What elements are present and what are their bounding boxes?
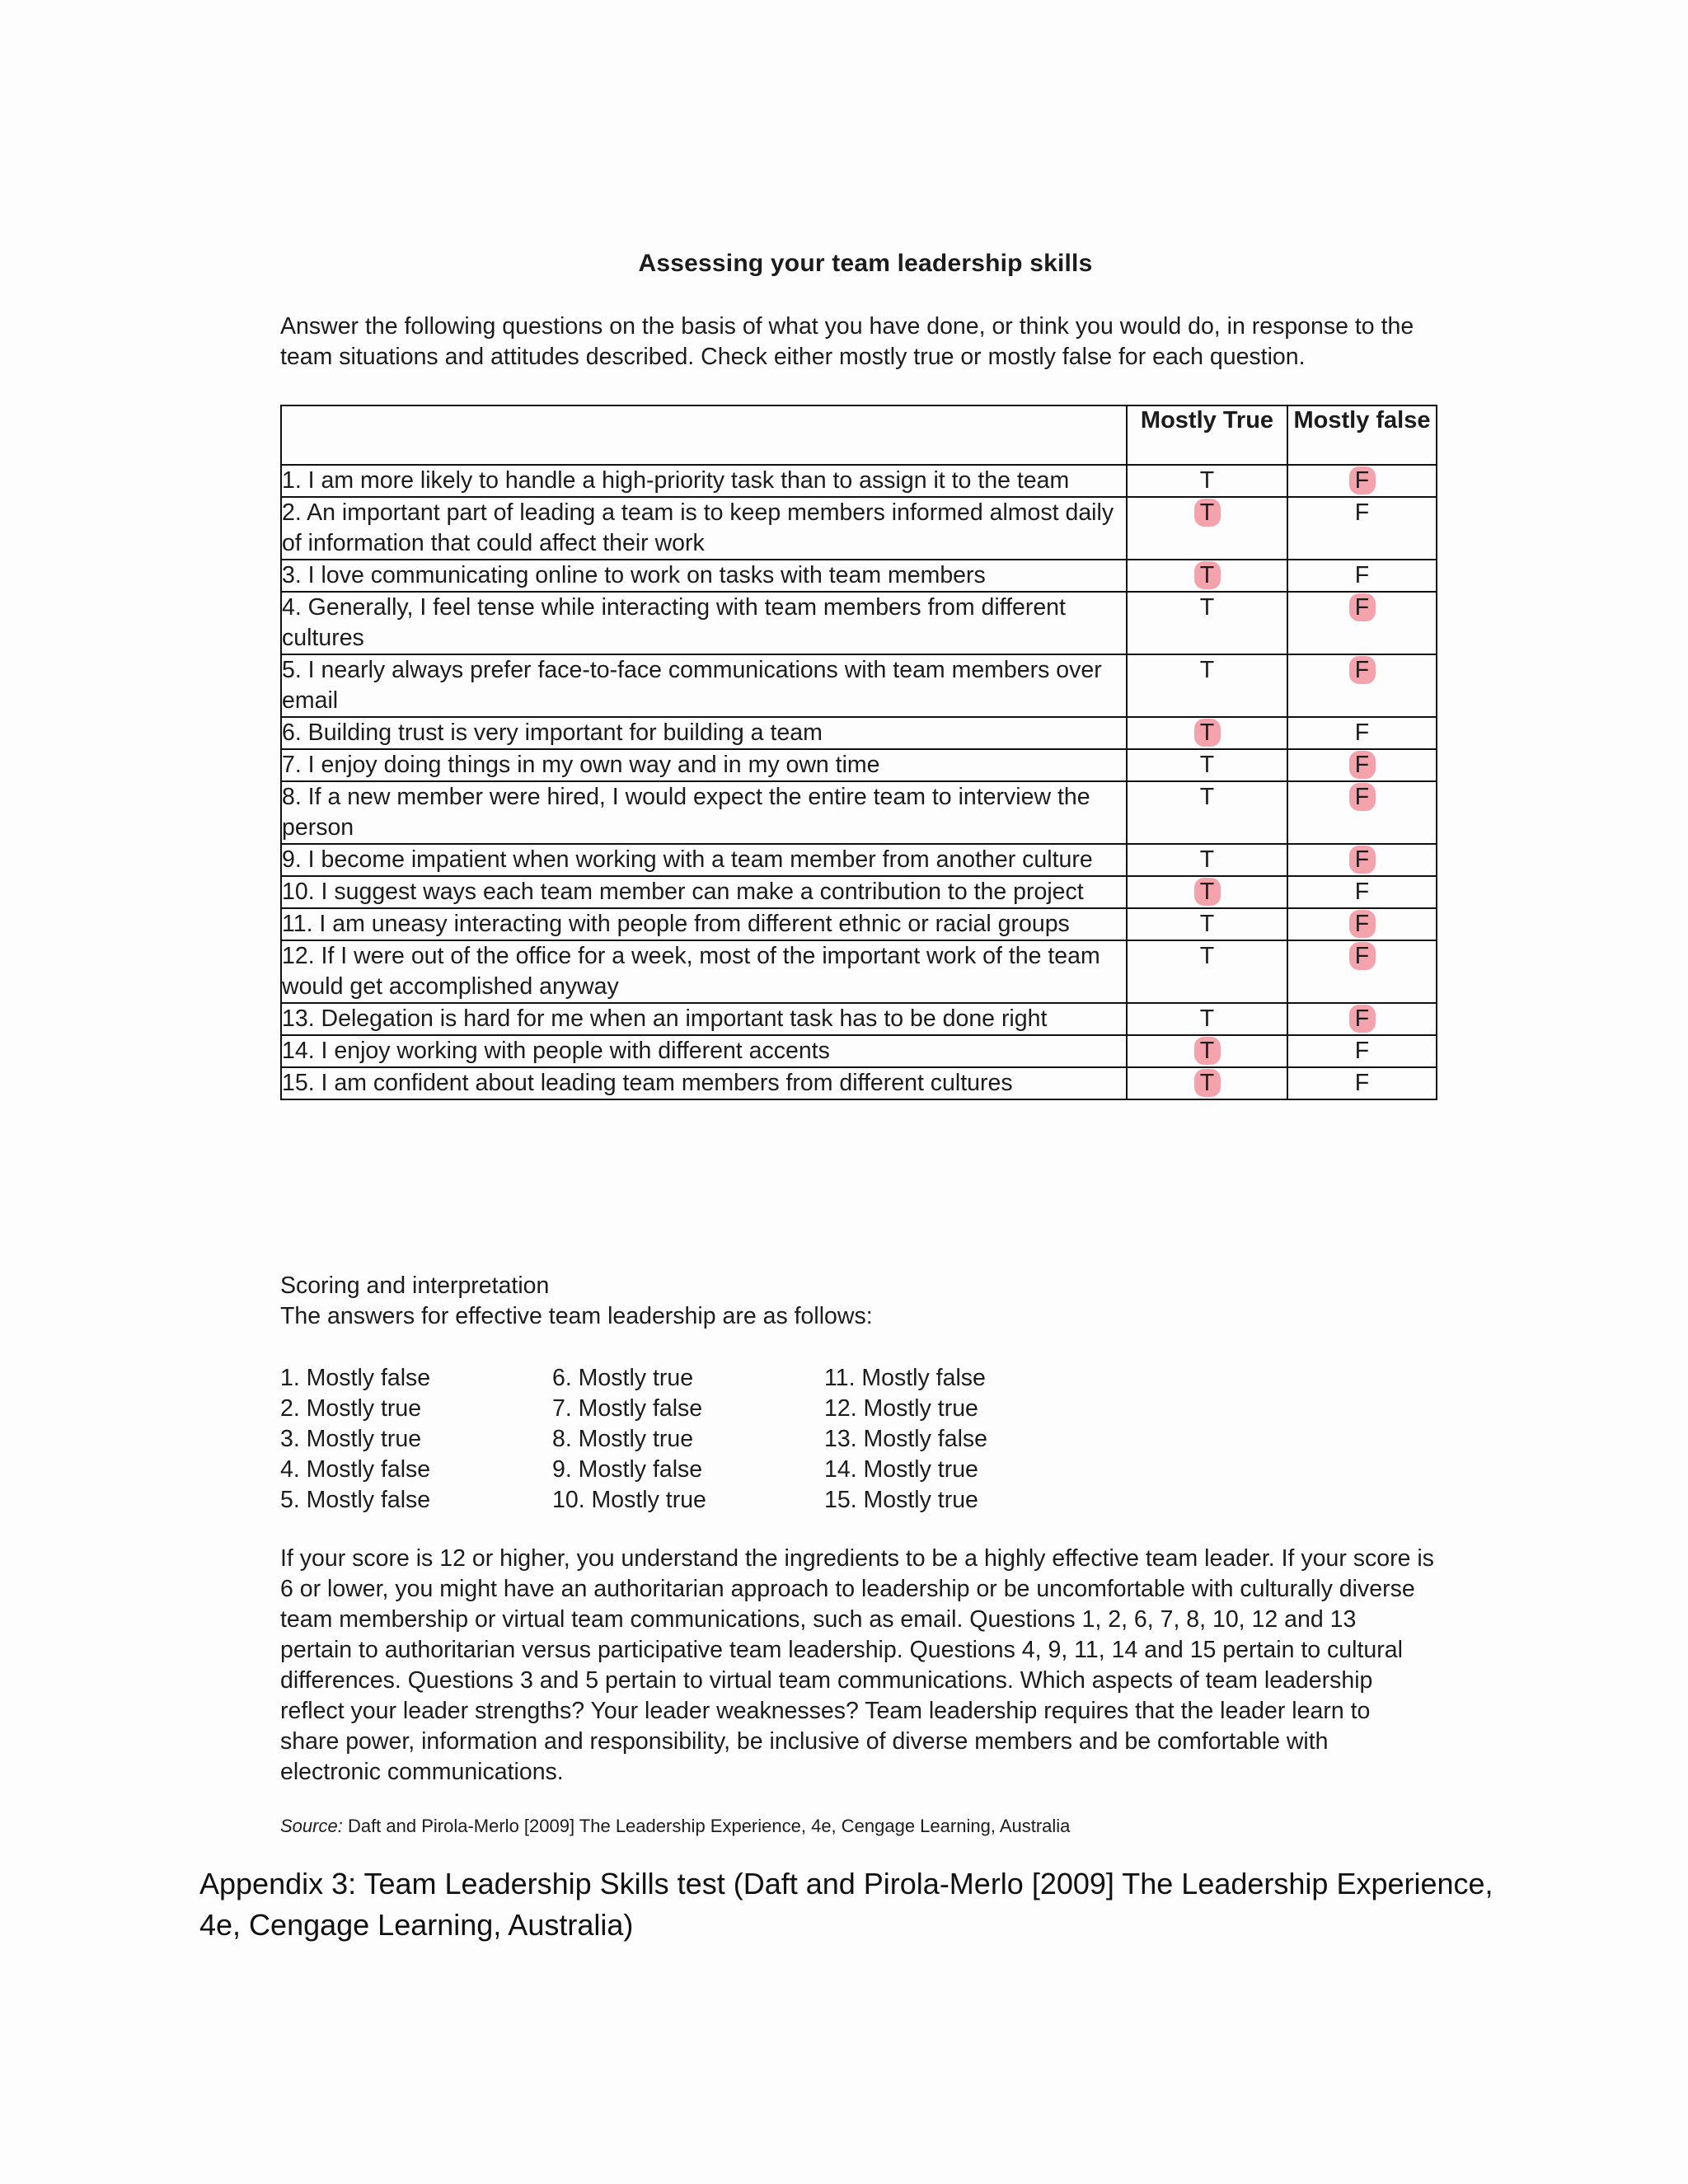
selected-mark: F xyxy=(1349,1005,1376,1033)
mostly-true-checkbox[interactable] xyxy=(1127,592,1287,654)
mostly-true-checkbox[interactable] xyxy=(1127,717,1287,749)
mostly-false-checkbox[interactable] xyxy=(1287,717,1437,749)
mostly-true-checkbox[interactable] xyxy=(1127,781,1287,844)
appendix-caption: Appendix 3: Team Leadership Skills test (Daft and Pirola-Merlo [2009] The Leadership Experience, 4e, Cengage Learning, Australia) xyxy=(199,1867,1493,1942)
header-question-cell xyxy=(281,405,1127,465)
mostly-false-checkbox[interactable] xyxy=(1287,876,1437,908)
questionnaire-table xyxy=(280,405,1437,1100)
selected-mark: T xyxy=(1194,719,1221,747)
mostly-true-checkbox[interactable] xyxy=(1127,1067,1287,1099)
question-text: 6. Building trust is very important for building a team xyxy=(281,717,1127,749)
answer-item: 14. Mostly true xyxy=(824,1456,978,1483)
page-title: Assessing your team leadership skills xyxy=(638,250,1093,277)
selected-mark: F xyxy=(1349,466,1376,494)
question-text: 2. An important part of leading a team is to keep members informed almost daily of information that could affect their work xyxy=(281,497,1127,560)
mostly-false-checkbox[interactable] xyxy=(1287,1003,1437,1035)
answer-item: 13. Mostly false xyxy=(824,1426,987,1452)
mostly-true-checkbox[interactable] xyxy=(1127,1003,1287,1035)
question-text: 1. I am more likely to handle a high-priority task than to assign it to the team xyxy=(281,465,1127,497)
question-text: 8. If a new member were hired, I would expect the entire team to interview the person xyxy=(281,781,1127,844)
mostly-false-checkbox[interactable] xyxy=(1287,844,1437,876)
mostly-false-checkbox[interactable] xyxy=(1287,592,1437,654)
table-row xyxy=(281,781,1437,844)
mostly-true-checkbox[interactable] xyxy=(1127,876,1287,908)
mostly-false-checkbox[interactable] xyxy=(1287,940,1437,1003)
source-text: Daft and Pirola-Merlo [2009] The Leadership Experience, 4e, Cengage Learning, Australia xyxy=(342,1816,1071,1836)
selected-mark: F xyxy=(1349,751,1376,779)
header-mostly-false: Mostly false xyxy=(1287,405,1437,465)
scoring-heading: Scoring and interpretation xyxy=(280,1272,550,1299)
answer-item: 7. Mostly false xyxy=(552,1395,703,1422)
question-text: 14. I enjoy working with people with different accents xyxy=(281,1035,1127,1067)
question-text: 12. If I were out of the office for a week, most of the important work of the team would get accomplished anyway xyxy=(281,940,1127,1003)
mostly-false-checkbox[interactable] xyxy=(1287,781,1437,844)
question-text: 11. I am uneasy interacting with people from different ethnic or racial groups xyxy=(281,908,1127,940)
mostly-true-checkbox[interactable] xyxy=(1127,908,1287,940)
source-label: Source: xyxy=(280,1816,343,1836)
table-row xyxy=(281,717,1437,749)
question-text: 7. I enjoy doing things in my own way and in my own time xyxy=(281,749,1127,781)
option-mark: F xyxy=(1354,879,1370,905)
table-row xyxy=(281,560,1437,592)
mostly-false-checkbox[interactable] xyxy=(1287,749,1437,781)
selected-mark: T xyxy=(1194,499,1221,527)
answer-item: 3. Mostly true xyxy=(280,1426,422,1452)
table-row xyxy=(281,1067,1437,1099)
mostly-false-checkbox[interactable] xyxy=(1287,497,1437,560)
selected-mark: F xyxy=(1349,593,1376,621)
answer-key xyxy=(280,1363,1096,1516)
mostly-true-checkbox[interactable] xyxy=(1127,654,1287,717)
mostly-true-checkbox[interactable] xyxy=(1127,1035,1287,1067)
question-text: 3. I love communicating online to work on tasks with team members xyxy=(281,560,1127,592)
answer-column xyxy=(824,1363,1096,1516)
mostly-false-checkbox[interactable] xyxy=(1287,654,1437,717)
answer-item: 5. Mostly false xyxy=(280,1487,431,1513)
answer-item: 1. Mostly false xyxy=(280,1365,431,1391)
table-row xyxy=(281,844,1437,876)
question-text: 9. I become impatient when working with a team member from another culture xyxy=(281,844,1127,876)
selected-mark: T xyxy=(1194,1069,1221,1097)
selected-mark: F xyxy=(1349,910,1376,938)
option-mark: T xyxy=(1199,943,1215,969)
table-header-row xyxy=(281,405,1437,465)
selected-mark: T xyxy=(1194,1037,1221,1065)
answer-item: 6. Mostly true xyxy=(552,1365,694,1391)
option-mark: F xyxy=(1354,1070,1370,1096)
table-row xyxy=(281,876,1437,908)
mostly-true-checkbox[interactable] xyxy=(1127,560,1287,592)
option-mark: F xyxy=(1354,499,1370,526)
selected-mark: F xyxy=(1349,846,1376,874)
answer-column xyxy=(280,1363,552,1516)
mostly-false-checkbox[interactable] xyxy=(1287,908,1437,940)
question-text: 13. Delegation is hard for me when an important task has to be done right xyxy=(281,1003,1127,1035)
mostly-false-checkbox[interactable] xyxy=(1287,1067,1437,1099)
intro-paragraph: Answer the following questions on the basis of what you have done, or think you would do, in response to the team situations and attitudes described. Check either mostly true or mostly false for each question. xyxy=(280,313,1414,370)
scoring-section xyxy=(280,1271,1451,1332)
option-mark: T xyxy=(1199,657,1215,683)
answer-item: 15. Mostly true xyxy=(824,1487,978,1513)
mostly-false-checkbox[interactable] xyxy=(1287,465,1437,497)
selected-mark: F xyxy=(1349,656,1376,684)
option-mark: T xyxy=(1199,752,1215,778)
mostly-true-checkbox[interactable] xyxy=(1127,940,1287,1003)
answer-item: 4. Mostly false xyxy=(280,1456,431,1483)
answer-item: 12. Mostly true xyxy=(824,1395,978,1422)
answer-item: 11. Mostly false xyxy=(824,1365,986,1391)
table-row xyxy=(281,654,1437,717)
table-row xyxy=(281,465,1437,497)
mostly-true-checkbox[interactable] xyxy=(1127,497,1287,560)
answer-item: 9. Mostly false xyxy=(552,1456,703,1483)
option-mark: T xyxy=(1199,846,1215,873)
option-mark: T xyxy=(1199,594,1215,621)
mostly-false-checkbox[interactable] xyxy=(1287,560,1437,592)
answer-item: 8. Mostly true xyxy=(552,1426,694,1452)
header-mostly-true: Mostly True xyxy=(1127,405,1287,465)
question-text: 5. I nearly always prefer face-to-face communications with team members over email xyxy=(281,654,1127,717)
question-text: 15. I am confident about leading team members from different cultures xyxy=(281,1067,1127,1099)
table-row xyxy=(281,940,1437,1003)
selected-mark: F xyxy=(1349,942,1376,970)
answer-item: 10. Mostly true xyxy=(552,1487,706,1513)
option-mark: T xyxy=(1199,911,1215,937)
selected-mark: T xyxy=(1194,878,1221,906)
option-mark: F xyxy=(1354,1038,1370,1064)
selected-mark: F xyxy=(1349,783,1376,811)
table-row xyxy=(281,497,1437,560)
option-mark: T xyxy=(1199,784,1215,810)
source-citation xyxy=(280,1816,1467,1837)
mostly-true-checkbox[interactable] xyxy=(1127,749,1287,781)
mostly-true-checkbox[interactable] xyxy=(1127,465,1287,497)
questionnaire-body xyxy=(281,465,1437,1099)
interpretation-paragraph: If your score is 12 or higher, you understand the ingredients to be a highly effective team leader. If your score is 6 or lower, you might have an authoritarian approach to leadership or be uncomfortable with culturally diverse team membership or virtual team communications, such as email. Questions 1, 2, 6, 7, 8, 10, 12 and 13 pertain to authoritarian versus participative team leadership. Questions 4, 9, 11, 14 and 15 pertain to cultural differences. Questions 3 and 5 pertain to virtual team communications. Which aspects of team leadership reflect your leader strengths? Your leader weaknesses? Team leadership requires that the leader learn to share power, information and responsibility, be inclusive of diverse members and be comfortable with electronic communications. xyxy=(280,1545,1434,1785)
table-row xyxy=(281,592,1437,654)
option-mark: F xyxy=(1354,562,1370,588)
question-text: 4. Generally, I feel tense while interacting with team members from different cultures xyxy=(281,592,1127,654)
option-mark: T xyxy=(1199,1005,1215,1032)
table-row xyxy=(281,1035,1437,1067)
question-text: 10. I suggest ways each team member can make a contribution to the project xyxy=(281,876,1127,908)
table-row xyxy=(281,908,1437,940)
mostly-true-checkbox[interactable] xyxy=(1127,844,1287,876)
table-row xyxy=(281,1003,1437,1035)
option-mark: T xyxy=(1199,467,1215,494)
table-row xyxy=(281,749,1437,781)
scoring-subheading: The answers for effective team leadership are as follows: xyxy=(280,1303,873,1329)
mostly-false-checkbox[interactable] xyxy=(1287,1035,1437,1067)
answer-item: 2. Mostly true xyxy=(280,1395,422,1422)
answer-column xyxy=(552,1363,824,1516)
option-mark: F xyxy=(1354,719,1370,746)
selected-mark: T xyxy=(1194,561,1221,589)
